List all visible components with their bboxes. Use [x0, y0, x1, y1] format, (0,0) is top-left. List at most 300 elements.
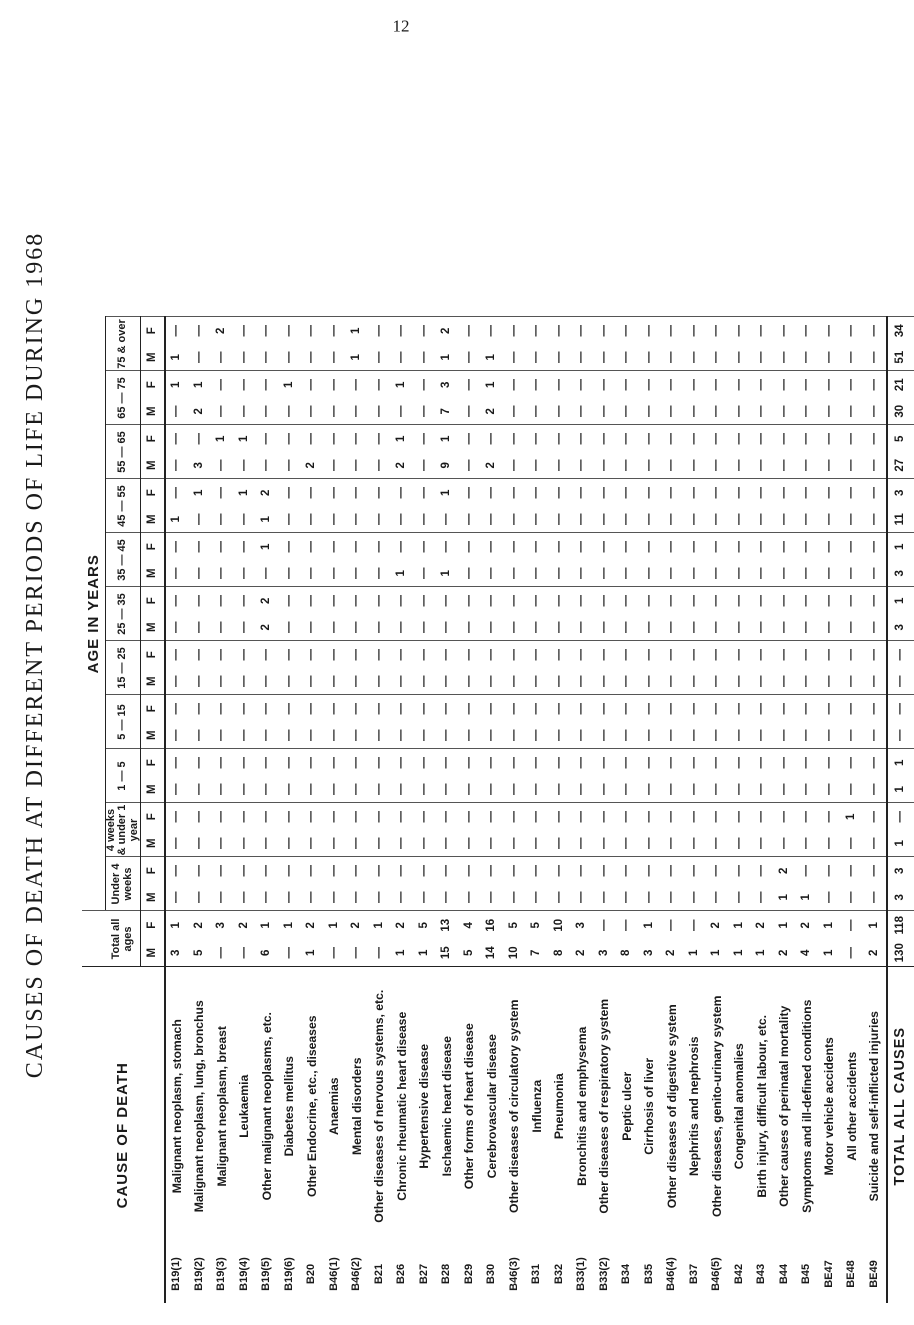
death-count-cell: —: [777, 783, 790, 795]
cause-code: BE48: [845, 1260, 858, 1288]
death-count-cell: —: [436, 533, 459, 560]
death-count-cell: —: [372, 675, 385, 687]
death-count-cell: —: [215, 891, 228, 903]
death-count-cell: —: [391, 641, 414, 668]
table-row: [301, 317, 324, 1303]
death-count-cell: —: [215, 405, 228, 417]
death-count-cell: —: [278, 803, 301, 830]
death-count-cell: —: [372, 783, 385, 795]
death-count-cell: —: [863, 371, 887, 398]
death-count-cell: —: [755, 621, 768, 633]
death-count-cell: —: [462, 405, 475, 417]
death-count-cell: —: [732, 459, 745, 471]
death-count-cell: —: [845, 891, 858, 903]
cause-code: B20: [305, 1263, 318, 1285]
death-count-cell: —: [706, 749, 729, 776]
cause-code: B19(2): [192, 1257, 205, 1291]
death-count-cell: —: [260, 837, 273, 849]
death-count-cell: 2: [346, 911, 369, 939]
header-male: M: [141, 506, 165, 533]
total-count-cell: 1: [887, 749, 914, 776]
death-count-cell: —: [620, 729, 633, 741]
death-count-cell: —: [327, 513, 340, 525]
death-count-cell: —: [777, 459, 790, 471]
death-count-cell: —: [620, 351, 633, 363]
death-count-cell: —: [530, 729, 543, 741]
death-count-cell: —: [818, 749, 841, 776]
total-count-cell: 1: [887, 587, 914, 614]
table-row: [413, 317, 436, 1303]
death-count-cell: 1: [170, 354, 183, 361]
death-count-cell: 6: [260, 949, 273, 956]
death-count-cell: —: [683, 533, 706, 560]
death-count-cell: —: [616, 857, 639, 884]
death-count-cell: —: [485, 513, 498, 525]
death-count-cell: —: [552, 405, 565, 417]
death-count-cell: —: [256, 857, 279, 884]
death-count-cell: —: [822, 621, 835, 633]
death-count-cell: —: [571, 425, 594, 452]
total-count-cell: 21: [887, 371, 914, 398]
death-count-cell: —: [800, 567, 813, 579]
cause-code: B30: [485, 1263, 498, 1285]
death-count-cell: —: [215, 947, 228, 959]
death-count-cell: —: [616, 749, 639, 776]
death-count-cell: —: [350, 729, 363, 741]
table-row: [233, 317, 256, 1303]
death-count-cell: —: [507, 675, 520, 687]
death-count-cell: —: [638, 587, 661, 614]
death-count-cell: 1: [260, 516, 273, 523]
death-count-cell: —: [597, 351, 610, 363]
death-count-cell: —: [796, 857, 819, 884]
death-count-cell: —: [593, 857, 616, 884]
death-count-cell: —: [260, 891, 273, 903]
death-count-cell: —: [485, 729, 498, 741]
death-count-cell: —: [616, 371, 639, 398]
header-female: F: [141, 317, 165, 344]
death-count-cell: —: [233, 317, 256, 344]
death-count-cell: —: [301, 479, 324, 506]
cause-name: Pneumonia: [548, 967, 571, 1245]
death-count-cell: —: [638, 479, 661, 506]
death-count-cell: —: [552, 783, 565, 795]
death-count-cell: —: [552, 891, 565, 903]
death-count-cell: —: [755, 513, 768, 525]
death-count-cell: —: [368, 479, 391, 506]
death-count-cell: 1: [165, 911, 189, 939]
death-count-cell: 10: [507, 946, 520, 960]
death-count-cell: 1: [256, 533, 279, 560]
cause-name: Malignant neoplasm, stomach: [165, 967, 189, 1245]
header-female: F: [141, 371, 165, 398]
death-count-cell: 2: [211, 317, 234, 344]
death-count-cell: —: [620, 459, 633, 471]
death-count-cell: —: [665, 891, 678, 903]
death-count-cell: —: [777, 729, 790, 741]
death-count-cell: —: [642, 837, 655, 849]
death-count-cell: 2: [256, 587, 279, 614]
death-count-cell: —: [683, 695, 706, 722]
cause-code: B45: [800, 1263, 813, 1285]
death-count-cell: —: [327, 567, 340, 579]
death-count-cell: —: [597, 783, 610, 795]
death-count-cell: 1: [188, 479, 211, 506]
death-count-cell: —: [548, 479, 571, 506]
death-count-cell: —: [481, 641, 504, 668]
death-count-cell: —: [867, 459, 880, 471]
cause-code: B37: [687, 1263, 700, 1285]
death-count-cell: —: [260, 351, 273, 363]
cause-name: Other diseases of nervous systems, etc.: [368, 967, 391, 1245]
header-male: M: [141, 344, 165, 371]
death-count-cell: —: [372, 837, 385, 849]
table-row: [706, 317, 729, 1303]
cause-name: Congenital anomalies: [728, 967, 751, 1245]
death-count-cell: —: [436, 695, 459, 722]
death-count-cell: —: [278, 641, 301, 668]
death-count-cell: —: [481, 749, 504, 776]
death-count-cell: —: [710, 621, 723, 633]
death-count-cell: —: [710, 405, 723, 417]
death-count-cell: —: [391, 533, 414, 560]
death-count-cell: —: [661, 695, 684, 722]
death-count-cell: 1: [165, 371, 189, 398]
cause-code: B28: [440, 1263, 453, 1285]
death-count-cell: —: [417, 891, 430, 903]
death-count-cell: —: [503, 695, 526, 722]
death-count-cell: —: [256, 749, 279, 776]
death-count-cell: —: [822, 729, 835, 741]
death-count-cell: —: [818, 479, 841, 506]
death-count-cell: —: [233, 587, 256, 614]
death-count-cell: —: [597, 405, 610, 417]
table-row: [368, 317, 391, 1303]
death-count-cell: —: [710, 783, 723, 795]
death-count-cell: —: [773, 425, 796, 452]
death-count-cell: —: [683, 749, 706, 776]
death-count-cell: —: [548, 425, 571, 452]
death-count-cell: —: [687, 621, 700, 633]
death-count-cell: —: [706, 425, 729, 452]
death-count-cell: 2: [233, 911, 256, 939]
death-count-cell: —: [192, 513, 205, 525]
total-count-cell: 30: [887, 398, 914, 425]
table-row: [593, 317, 616, 1303]
table-row: [728, 317, 751, 1303]
death-count-cell: —: [638, 803, 661, 830]
cause-name: Cirrhosis of liver: [638, 967, 661, 1245]
death-count-cell: —: [211, 749, 234, 776]
death-count-cell: —: [571, 641, 594, 668]
death-count-cell: —: [728, 479, 751, 506]
death-count-cell: —: [395, 675, 408, 687]
death-count-cell: —: [706, 695, 729, 722]
death-count-cell: —: [188, 749, 211, 776]
death-count-cell: —: [800, 351, 813, 363]
death-count-cell: —: [597, 675, 610, 687]
death-count-cell: —: [256, 425, 279, 452]
death-count-cell: —: [845, 405, 858, 417]
death-count-cell: 16: [481, 911, 504, 939]
death-count-cell: —: [368, 425, 391, 452]
death-count-cell: —: [706, 479, 729, 506]
cause-code: B46(3): [507, 1257, 520, 1291]
death-count-cell: —: [395, 405, 408, 417]
cause-code: B46(2): [350, 1257, 363, 1291]
death-count-cell: —: [751, 641, 774, 668]
death-count-cell: —: [773, 371, 796, 398]
death-count-cell: 8: [620, 949, 633, 956]
death-count-cell: —: [661, 857, 684, 884]
death-count-cell: —: [526, 533, 549, 560]
death-count-cell: —: [571, 371, 594, 398]
death-count-cell: 1: [440, 354, 453, 361]
death-count-cell: —: [728, 857, 751, 884]
death-count-cell: —: [616, 533, 639, 560]
death-count-cell: —: [440, 891, 453, 903]
death-count-cell: —: [485, 621, 498, 633]
death-count-cell: 1: [485, 354, 498, 361]
header-male: M: [141, 830, 165, 857]
death-count-cell: —: [800, 405, 813, 417]
death-count-cell: —: [728, 587, 751, 614]
death-count-cell: —: [237, 513, 250, 525]
death-count-cell: —: [346, 425, 369, 452]
death-count-cell: —: [165, 317, 189, 344]
death-count-cell: —: [237, 567, 250, 579]
death-count-cell: —: [548, 317, 571, 344]
death-count-cell: —: [503, 479, 526, 506]
death-count-cell: —: [260, 405, 273, 417]
death-count-cell: —: [841, 317, 864, 344]
death-count-cell: —: [526, 641, 549, 668]
death-count-cell: —: [575, 675, 588, 687]
death-count-cell: —: [165, 533, 189, 560]
total-count-cell: —: [887, 722, 914, 749]
death-count-cell: —: [458, 695, 481, 722]
death-count-cell: —: [192, 675, 205, 687]
death-count-cell: —: [211, 857, 234, 884]
death-count-cell: —: [301, 371, 324, 398]
death-count-cell: —: [462, 351, 475, 363]
death-count-cell: —: [301, 317, 324, 344]
death-count-cell: —: [462, 513, 475, 525]
death-count-cell: —: [800, 729, 813, 741]
death-count-cell: —: [301, 425, 324, 452]
death-count-cell: —: [683, 371, 706, 398]
death-count-cell: —: [638, 425, 661, 452]
death-count-cell: —: [256, 371, 279, 398]
death-count-cell: 1: [436, 479, 459, 506]
death-count-cell: —: [822, 351, 835, 363]
header-age-group: Total all ages: [105, 911, 141, 967]
death-count-cell: —: [323, 695, 346, 722]
death-count-cell: —: [346, 641, 369, 668]
death-count-cell: —: [391, 587, 414, 614]
cause-name: Hypertensive disease: [413, 967, 436, 1245]
table-row: [458, 317, 481, 1303]
death-count-cell: —: [616, 425, 639, 452]
death-count-cell: —: [282, 783, 295, 795]
death-count-cell: —: [395, 513, 408, 525]
death-count-cell: —: [863, 803, 887, 830]
death-count-cell: —: [237, 459, 250, 471]
death-count-cell: —: [683, 587, 706, 614]
death-count-cell: 2: [192, 408, 205, 415]
death-count-cell: —: [462, 729, 475, 741]
header-male: M: [141, 722, 165, 749]
death-count-cell: —: [593, 317, 616, 344]
death-count-cell: —: [552, 621, 565, 633]
total-count-cell: 34: [887, 317, 914, 344]
death-count-cell: —: [661, 479, 684, 506]
death-count-cell: —: [773, 803, 796, 830]
death-count-cell: —: [282, 729, 295, 741]
death-count-cell: —: [188, 533, 211, 560]
death-count-cell: —: [350, 405, 363, 417]
death-count-cell: —: [665, 783, 678, 795]
death-count-cell: —: [215, 729, 228, 741]
death-count-cell: —: [237, 783, 250, 795]
death-count-cell: —: [372, 405, 385, 417]
cause-name: Bronchitis and emphysema: [571, 967, 594, 1245]
death-count-cell: —: [278, 695, 301, 722]
death-count-cell: 1: [818, 911, 841, 939]
death-count-cell: —: [413, 479, 436, 506]
death-count-cell: 1: [188, 371, 211, 398]
death-count-cell: —: [616, 479, 639, 506]
death-count-cell: —: [282, 513, 295, 525]
death-count-cell: —: [548, 803, 571, 830]
death-count-cell: —: [552, 513, 565, 525]
death-count-cell: —: [732, 729, 745, 741]
header-age-group: 25 — 35: [105, 587, 141, 641]
death-count-cell: —: [440, 837, 453, 849]
death-count-cell: —: [278, 749, 301, 776]
total-row: [887, 317, 914, 1303]
death-count-cell: —: [773, 587, 796, 614]
death-count-cell: —: [188, 587, 211, 614]
header-female: F: [141, 533, 165, 560]
death-count-cell: —: [368, 371, 391, 398]
death-count-cell: —: [485, 567, 498, 579]
death-count-cell: —: [800, 783, 813, 795]
cause-name: Diabetes mellitus: [278, 967, 301, 1245]
death-count-cell: —: [796, 587, 819, 614]
header-age-group: 55 — 65: [105, 425, 141, 479]
death-count-cell: —: [616, 911, 639, 939]
death-count-cell: —: [755, 891, 768, 903]
death-count-cell: —: [552, 459, 565, 471]
death-count-cell: —: [260, 729, 273, 741]
death-count-cell: —: [620, 405, 633, 417]
death-count-cell: —: [323, 857, 346, 884]
death-count-cell: —: [841, 857, 864, 884]
death-count-cell: —: [301, 587, 324, 614]
cause-code: B44: [777, 1263, 790, 1285]
death-count-cell: —: [481, 425, 504, 452]
death-count-cell: —: [507, 729, 520, 741]
death-count-cell: 5: [462, 949, 475, 956]
death-count-cell: —: [530, 675, 543, 687]
death-count-cell: —: [755, 351, 768, 363]
death-count-cell: —: [593, 479, 616, 506]
death-count-cell: —: [327, 459, 340, 471]
header-female: F: [141, 695, 165, 722]
death-count-cell: —: [777, 621, 790, 633]
cause-code: B26: [395, 1263, 408, 1285]
cause-code: B46(1): [327, 1257, 340, 1291]
cause-name: Other malignant neoplasms, etc.: [256, 967, 279, 1245]
death-count-cell: —: [278, 479, 301, 506]
death-count-cell: —: [796, 479, 819, 506]
death-count-cell: —: [575, 783, 588, 795]
death-count-cell: —: [237, 891, 250, 903]
cause-name: Other diseases of digestive system: [661, 967, 684, 1245]
death-count-cell: 8: [552, 949, 565, 956]
death-count-cell: —: [436, 587, 459, 614]
death-count-cell: —: [732, 351, 745, 363]
death-count-cell: 1: [773, 911, 796, 939]
death-count-cell: —: [841, 641, 864, 668]
death-count-cell: —: [777, 675, 790, 687]
table-row: [638, 317, 661, 1303]
death-count-cell: —: [462, 567, 475, 579]
death-count-cell: —: [260, 783, 273, 795]
death-count-cell: —: [237, 621, 250, 633]
death-count-cell: —: [458, 317, 481, 344]
death-count-cell: —: [211, 695, 234, 722]
cause-name: Suicide and self-inflicted injuries: [863, 967, 887, 1245]
table-row: [818, 317, 841, 1303]
death-count-cell: 1: [687, 949, 700, 956]
death-count-cell: —: [665, 513, 678, 525]
death-count-cell: —: [372, 621, 385, 633]
death-count-cell: —: [575, 459, 588, 471]
death-count-cell: —: [800, 837, 813, 849]
death-count-cell: —: [841, 587, 864, 614]
death-count-cell: —: [845, 351, 858, 363]
death-count-cell: —: [282, 351, 295, 363]
death-count-cell: —: [575, 837, 588, 849]
cause-code: B32: [552, 1263, 565, 1285]
death-count-cell: —: [282, 891, 295, 903]
death-count-cell: —: [507, 567, 520, 579]
death-count-cell: —: [800, 675, 813, 687]
death-count-cell: —: [597, 567, 610, 579]
death-count-cell: —: [863, 641, 887, 668]
death-count-cell: —: [170, 891, 183, 903]
death-count-cell: —: [845, 567, 858, 579]
total-code-empty: [887, 1245, 914, 1303]
death-count-cell: —: [665, 351, 678, 363]
header-age-group: 45 — 55: [105, 479, 141, 533]
death-count-cell: —: [301, 803, 324, 830]
death-count-cell: 4: [458, 911, 481, 939]
death-count-cell: —: [481, 479, 504, 506]
death-count-cell: 5: [413, 911, 436, 939]
table-row: [346, 317, 369, 1303]
death-count-cell: —: [170, 729, 183, 741]
death-count-cell: —: [188, 425, 211, 452]
cause-code: B34: [620, 1263, 633, 1285]
death-count-cell: —: [417, 837, 430, 849]
total-count-cell: 1: [887, 830, 914, 857]
table-row: [481, 317, 504, 1303]
total-count-cell: 3: [887, 479, 914, 506]
death-count-cell: 5: [503, 911, 526, 939]
